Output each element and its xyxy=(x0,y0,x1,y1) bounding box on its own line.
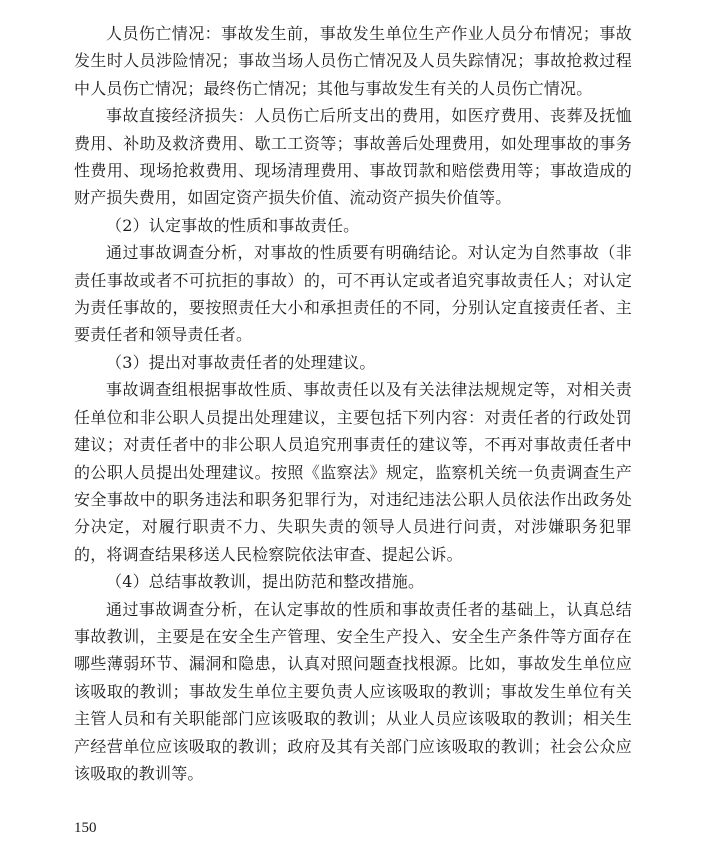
section-heading-3: （3）提出对事故责任者的处理建议。 xyxy=(106,352,376,372)
page-number: 150 xyxy=(74,820,97,836)
section-heading-2: （2）认定事故的性质和事故责任。 xyxy=(106,215,360,235)
section-heading-4: （4）总结事故教训，提出防范和整改措施。 xyxy=(106,572,425,592)
paragraph-lessons-learned: 通过事故调查分析，在认定事故的性质和事故责任者的基础上，认真总结事故教训，主要是在安全生产管理、安全生产投入、安全生产条件等方面存在哪些薄弱环节、漏洞和隐患，认真对照问题查找根源。比如，事故发生单位应该吸取的教训；事故发生单位主要负责人应该吸取的教训；事故发生单位有关主管人员和有关职能部门应该吸取的教训；从业人员应该吸取的教训；相关生产经营单位应该吸取的教训；政府及其有关部门应该吸取的教训；社会公众应该吸取的教训等。 xyxy=(74,599,632,783)
paragraph-handling-suggestions: 事故调查组根据事故性质、事故责任以及有关法律法规规定等，对相关责任单位和非公职人员提出处理建议，主要包括下列内容：对责任者的行政处罚建议；对责任者中的非公职人员追究刑事责任的建议等，不再对事故责任者中的公职人员提出处理建议。按照《监察法》规定，监察机关统一负责调查生产安全事故中的职务违法和职务犯罪行为，对违纪违法公职人员依法作出政务处分决定，对履行职责不力、失职失责的领导人员进行问责，对涉嫌职务犯罪的，将调查结果移送人民检察院依法审查、提起公诉。 xyxy=(74,380,632,564)
paragraph-nature-responsibility: 通过事故调查分析，对事故的性质要有明确结论。对认定为自然事故（非责任事故或者不可抗拒的事故）的，可不再认定或者追究事故责任人；对认定为责任事故的，要按照责任大小和承担责任的不同，分别认定直接责任者、主要责任者和领导责任者。 xyxy=(74,243,632,345)
page-body xyxy=(74,20,632,787)
paragraph-economic-loss: 事故直接经济损失：人员伤亡后所支出的费用，如医疗费用、丧葬及抚恤费用、补助及救济费用、歇工工资等；事故善后处理费用，如处理事故的事务性费用、现场抢救费用、现场清理费用、事故罚款和赔偿费用等；事故造成的财产损失费用，如固定资产损失价值、流动资产损失价值等。 xyxy=(74,106,632,208)
paragraph-casualties: 人员伤亡情况：事故发生前，事故发生单位生产作业人员分布情况；事故发生时人员涉险情况；事故当场人员伤亡情况及人员失踪情况；事故抢救过程中人员伤亡情况；最终伤亡情况；其他与事故发生有关的人员伤亡情况。 xyxy=(74,24,632,98)
